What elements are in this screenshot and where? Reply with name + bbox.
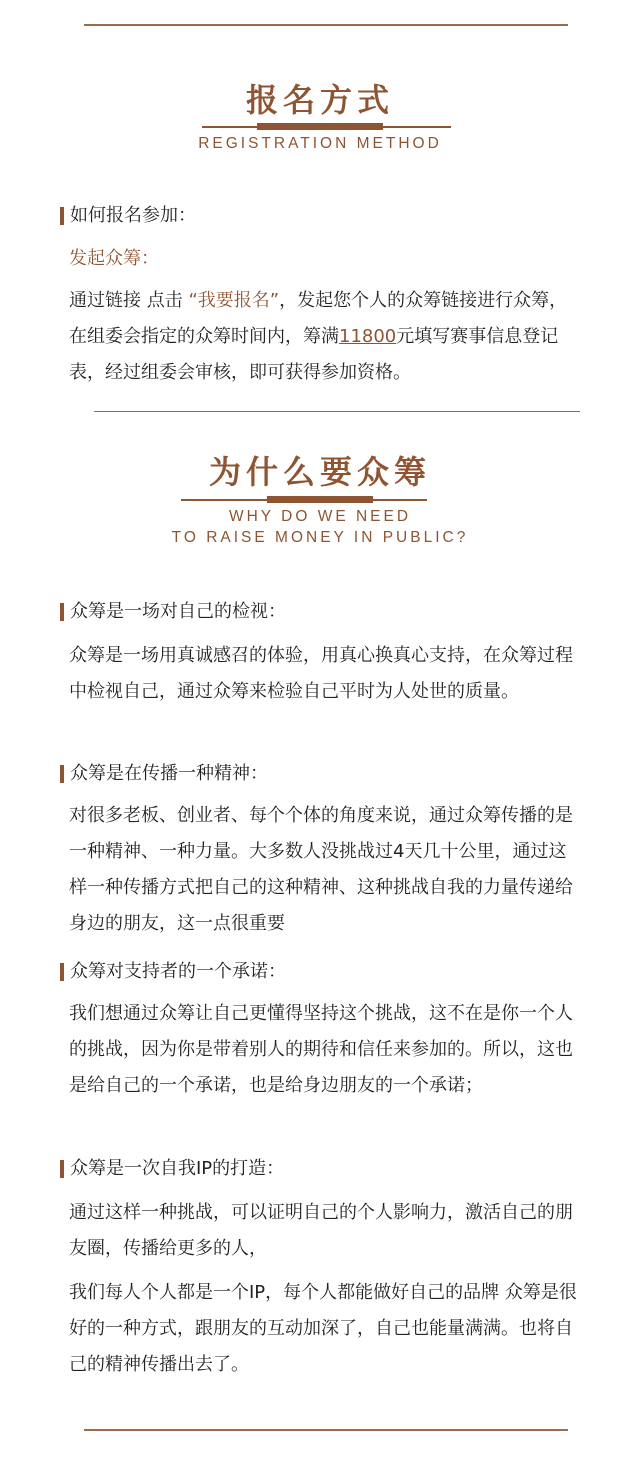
- item-heading: 众筹是一场对自己的检视：: [60, 600, 286, 624]
- section-title: 报名方式: [245, 81, 394, 119]
- para-text-b: ，发起您个人的众筹链接进行众筹，在组委会指定的众筹时间内，筹满: [69, 290, 568, 347]
- heading-how-to-register: 如何报名参加：: [60, 204, 196, 228]
- section-header-why: [0, 452, 640, 492]
- item-text: 我们想通过众筹让自己更懂得坚持这个挑战，这不在是你一个人的挑战，因为你是带着别人的期待和信任来参加的。所以，这也是给自己的一个承诺，也是给身边朋友的一个承诺；: [69, 1003, 573, 1096]
- para-text-c: 元填写赛事信息登记表，经过组委会审核，即可获得参加资格。: [69, 326, 559, 383]
- item-heading: 众筹是在传播一种精神：: [60, 762, 268, 786]
- section-subtitle-block: [0, 133, 640, 154]
- top-divider: [84, 24, 568, 26]
- section-title: 为什么要众筹: [208, 453, 431, 491]
- bottom-divider: [84, 1429, 568, 1431]
- item-heading: 众筹是一次自我IP的打造：: [60, 1157, 284, 1181]
- amount-value: 11800: [339, 326, 397, 347]
- title-underline-bold: [267, 496, 373, 503]
- middle-divider: [94, 411, 580, 412]
- item-text-continued: 我们每人个人都是一个IP，每个人都能做好自己的品牌 众筹是很好的一种方式，跟朋友的互动加深了，自己也能量满满。也将自己的精神传播出去了。: [69, 1282, 577, 1375]
- section-header-registration: [0, 80, 640, 120]
- item-text: 通过这样一种挑战，可以证明自己的个人影响力，激活自己的朋友圈，传播给更多的人，: [69, 1202, 573, 1259]
- subheading-crowdfunding: 发起众筹：: [69, 248, 159, 269]
- section-subtitle-block: [0, 506, 640, 548]
- item-text: 对很多老板、创业者、每个个体的角度来说，通过众筹传播的是一种精神、一种力量。大多数人没挑战过4天几十公里，通过这样一种传播方式把自己的这种精神、这种挑战自我的力量传递给身边的朋友，这一点很重要: [69, 805, 573, 934]
- item-text: 众筹是一场用真诚感召的体验，用真心换真心支持，在众筹过程中检视自己，通过众筹来检验自己平时为人处世的质量。: [69, 645, 573, 702]
- registration-paragraph: [69, 283, 584, 391]
- para-text-a: 通过链接 点击: [69, 290, 183, 311]
- title-underline-bold: [257, 123, 383, 130]
- signup-quote: “我要报名”: [188, 290, 280, 311]
- section-subtitle-line2: TO RAISE MONEY IN PUBLIC?: [171, 529, 469, 546]
- item-heading: 众筹对支持者的一个承诺：: [60, 960, 286, 984]
- section-subtitle-line1: WHY DO WE NEED: [228, 508, 412, 525]
- section-subtitle: REGISTRATION METHOD: [198, 135, 442, 152]
